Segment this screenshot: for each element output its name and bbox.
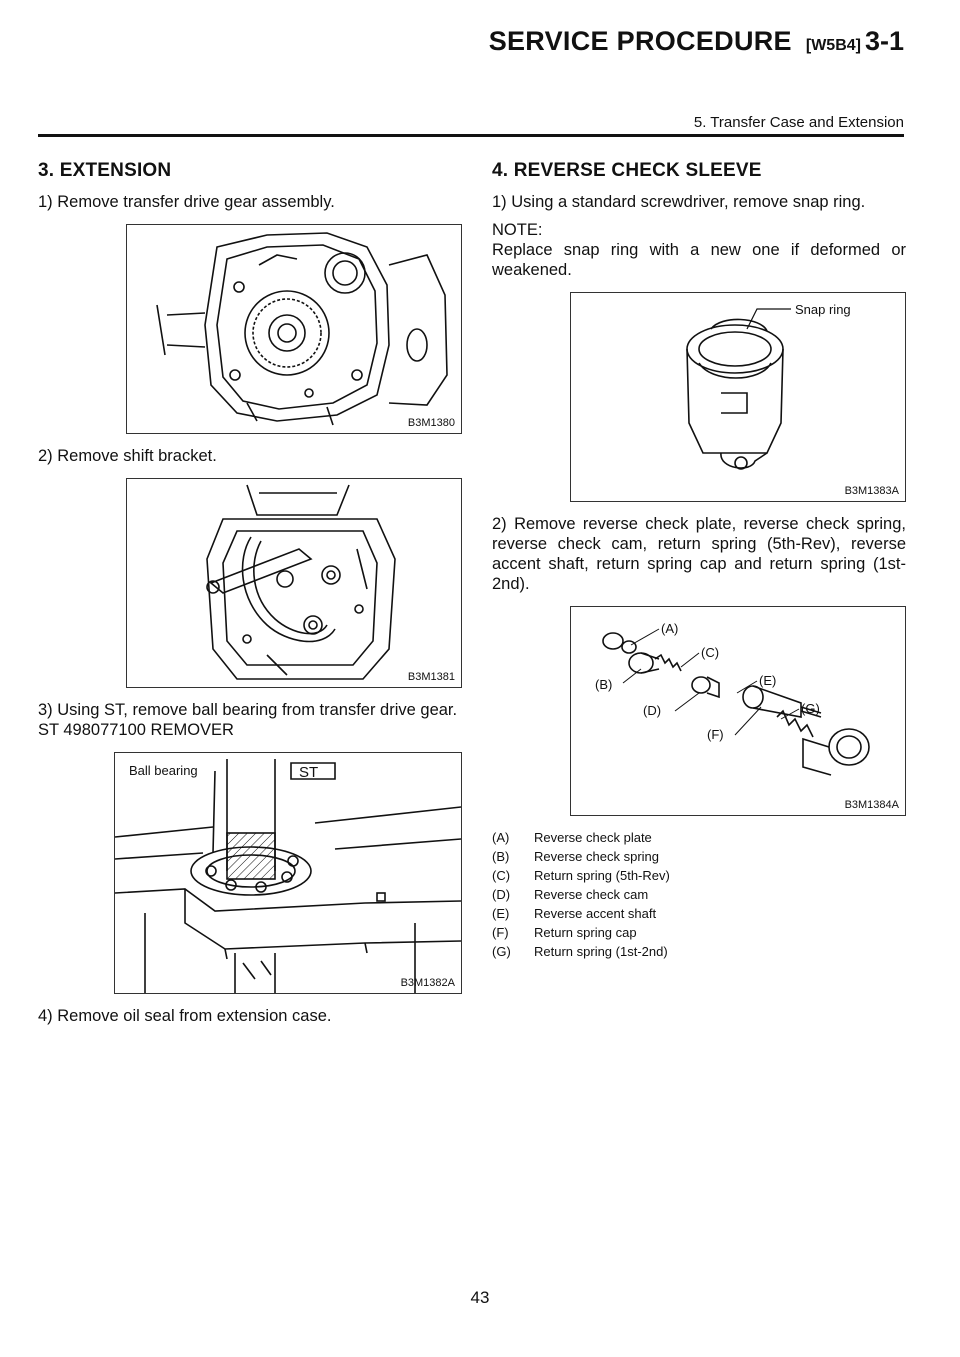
reverse-sleeve-step-1: 1) Using a standard screwdriver, remove snap ring. — [492, 193, 866, 211]
reverse-check-parts-illustration — [571, 607, 905, 815]
figure-code: B3M1383A — [844, 485, 899, 497]
section-heading-extension: 3. EXTENSION — [38, 160, 172, 181]
section-heading-reverse-check-sleeve: 4. REVERSE CHECK SLEEVE — [492, 160, 762, 181]
header-rule — [38, 134, 904, 137]
callout-e: (E) — [759, 673, 777, 688]
extension-step-1: 1) Remove transfer drive gear assembly. — [38, 193, 335, 211]
header-code: [W5B4] — [805, 37, 861, 54]
figure-ball-bearing-removal — [114, 752, 462, 994]
ball-bearing-illustration — [115, 753, 461, 993]
transfer-gear-illustration — [127, 225, 461, 433]
legend-item: (A) Reverse check plate — [492, 830, 652, 845]
left-column — [38, 160, 462, 1034]
extension-step-3: 3) Using ST, remove ball bearing from transfer drive gear. — [38, 701, 458, 719]
note-label: NOTE: — [492, 221, 543, 239]
callout-c: (C) — [701, 645, 720, 660]
label-snap-ring: Snap ring — [795, 302, 851, 317]
shift-bracket-illustration — [127, 479, 461, 687]
header-title-row — [489, 26, 904, 57]
figure-code: B3M1381 — [407, 671, 455, 683]
figure-code: B3M1382A — [400, 977, 455, 989]
header-section-number: 3-1 — [864, 26, 904, 56]
page-header — [38, 26, 904, 138]
label-ball-bearing: Ball bearing — [129, 763, 198, 778]
figure-transfer-drive-gear — [126, 224, 462, 434]
extension-step-2: 2) Remove shift bracket. — [38, 447, 217, 465]
legend-item: (C) Return spring (5th-Rev) — [492, 868, 670, 883]
legend-item: (E) Reverse accent shaft — [492, 906, 657, 921]
figure-shift-bracket — [126, 478, 462, 688]
header-title: SERVICE PROCEDURE — [488, 26, 792, 56]
extension-step-4: 4) Remove oil seal from extension case. — [38, 1007, 332, 1025]
page-number: 43 — [470, 1288, 490, 1307]
label-st: ST — [299, 764, 319, 781]
callout-f: (F) — [707, 727, 724, 742]
right-column — [492, 160, 906, 961]
legend-item: (G) Return spring (1st-2nd) — [492, 944, 668, 959]
legend-item: (F) Return spring cap — [492, 925, 637, 940]
callout-d: (D) — [643, 703, 662, 718]
figure-code: B3M1380 — [407, 417, 455, 429]
header-subtitle: 5. Transfer Case and Extension — [693, 114, 904, 131]
figure-reverse-check-parts — [570, 606, 906, 816]
callout-g: (G) — [801, 701, 820, 716]
parts-legend — [492, 828, 906, 961]
callout-a: (A) — [661, 621, 679, 636]
figure-snap-ring — [570, 292, 906, 502]
figure-code: B3M1384A — [844, 799, 899, 811]
callout-b: (B) — [595, 677, 613, 692]
note-text: Replace snap ring with a new one if deformed or weakened. — [492, 241, 906, 279]
reverse-sleeve-step-2: 2) Remove reverse check plate, reverse check spring, reverse check cam, return spring (5th-Rev), reverse accent shaft, return spring cap and return spring (1st-2nd). — [492, 515, 906, 593]
legend-item: (B) Reverse check spring — [492, 849, 659, 864]
extension-step-3-tool: ST 498077100 REMOVER — [38, 721, 234, 739]
snap-ring-illustration — [571, 293, 905, 501]
legend-item: (D) Reverse check cam — [492, 887, 649, 902]
